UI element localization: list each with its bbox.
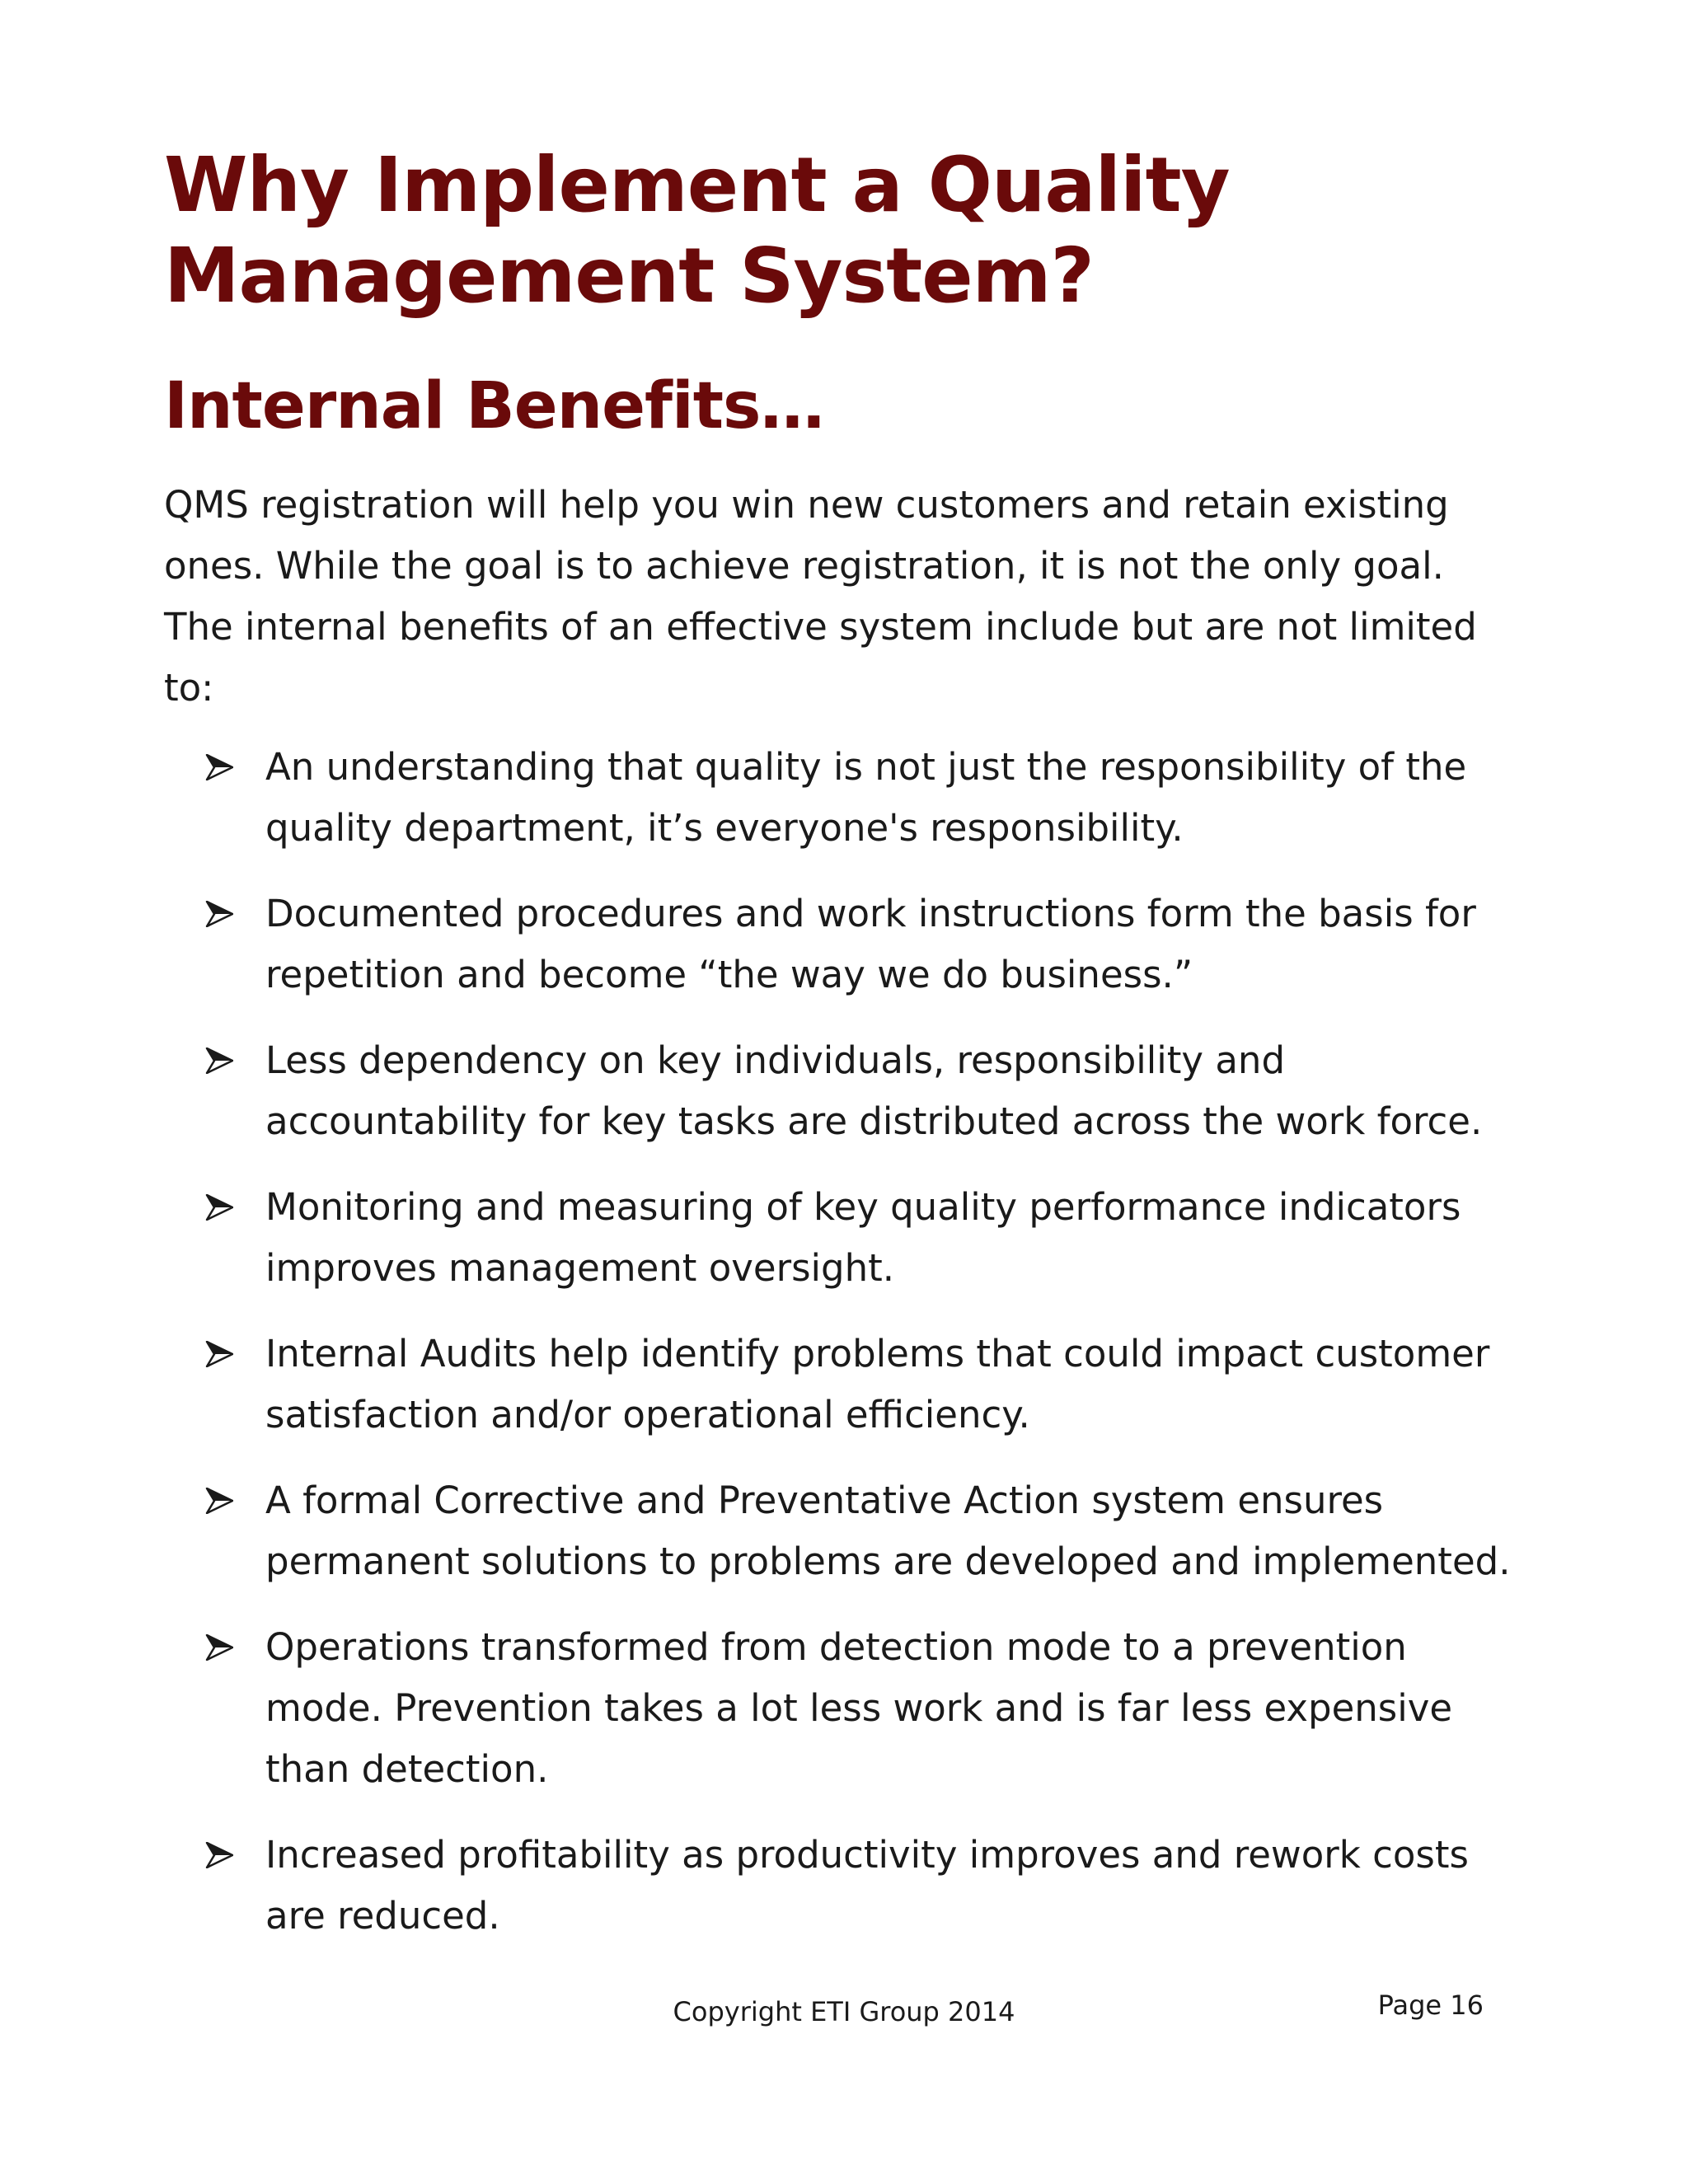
page-title-line-2: Management System? bbox=[164, 232, 1094, 320]
section-heading: Internal Benefits… bbox=[164, 369, 824, 443]
list-item-text: An understanding that quality is not just the responsibility of the quality department, it’s everyone's responsibility. bbox=[265, 745, 1467, 850]
list-item-text: Documented procedures and work instructions form the basis for repetition and become “the way we do business.” bbox=[265, 892, 1476, 996]
arrowhead-bullet-icon bbox=[205, 1194, 233, 1221]
arrowhead-bullet-icon bbox=[205, 1842, 233, 1868]
page-content bbox=[164, 140, 1516, 1971]
list-item-text: A formal Corrective and Preventative Action system ensures permanent solutions to problems are developed and implemented. bbox=[265, 1479, 1511, 1583]
list-item bbox=[164, 737, 1516, 859]
list-item bbox=[164, 1825, 1516, 1947]
list-item-text: Less dependency on key individuals, responsibility and accountability for key tasks are distributed across the work force. bbox=[265, 1038, 1483, 1143]
list-item-text: Monitoring and measuring of key quality performance indicators improves management oversight. bbox=[265, 1185, 1461, 1290]
list-item bbox=[164, 1617, 1516, 1800]
arrowhead-bullet-icon bbox=[205, 1047, 233, 1074]
list-item bbox=[164, 1324, 1516, 1446]
intro-paragraph: QMS registration will help you win new customers and retain existing ones. While the goal is to achieve registration, it is not the only goal. The internal benefits of an effective system include but are not limited to: bbox=[164, 483, 1477, 710]
arrowhead-bullet-icon bbox=[205, 1488, 233, 1514]
list-item bbox=[164, 1470, 1516, 1592]
list-item-text: Increased profitability as productivity improves and rework costs are reduced. bbox=[265, 1833, 1469, 1938]
list-item-text: Operations transformed from detection mode to a prevention mode. Prevention takes a lot less work and is far less expensive than detection. bbox=[265, 1625, 1453, 1791]
list-item-text: Internal Audits help identify problems that could impact customer satisfaction and/or operational efficiency. bbox=[265, 1332, 1490, 1436]
list-item bbox=[164, 1030, 1516, 1152]
footer-copyright: Copyright ETI Group 2014 bbox=[673, 1996, 1015, 2027]
page-title-line-1: Why Implement a Quality bbox=[164, 141, 1230, 229]
page-title bbox=[164, 140, 1516, 321]
list-item bbox=[164, 1177, 1516, 1299]
arrowhead-bullet-icon bbox=[205, 1634, 233, 1661]
arrowhead-bullet-icon bbox=[205, 754, 233, 780]
arrowhead-bullet-icon bbox=[205, 1341, 233, 1367]
list-item bbox=[164, 883, 1516, 1005]
benefits-list bbox=[164, 737, 1516, 1947]
arrowhead-bullet-icon bbox=[205, 901, 233, 927]
page-number: Page 16 bbox=[1377, 1990, 1484, 2021]
